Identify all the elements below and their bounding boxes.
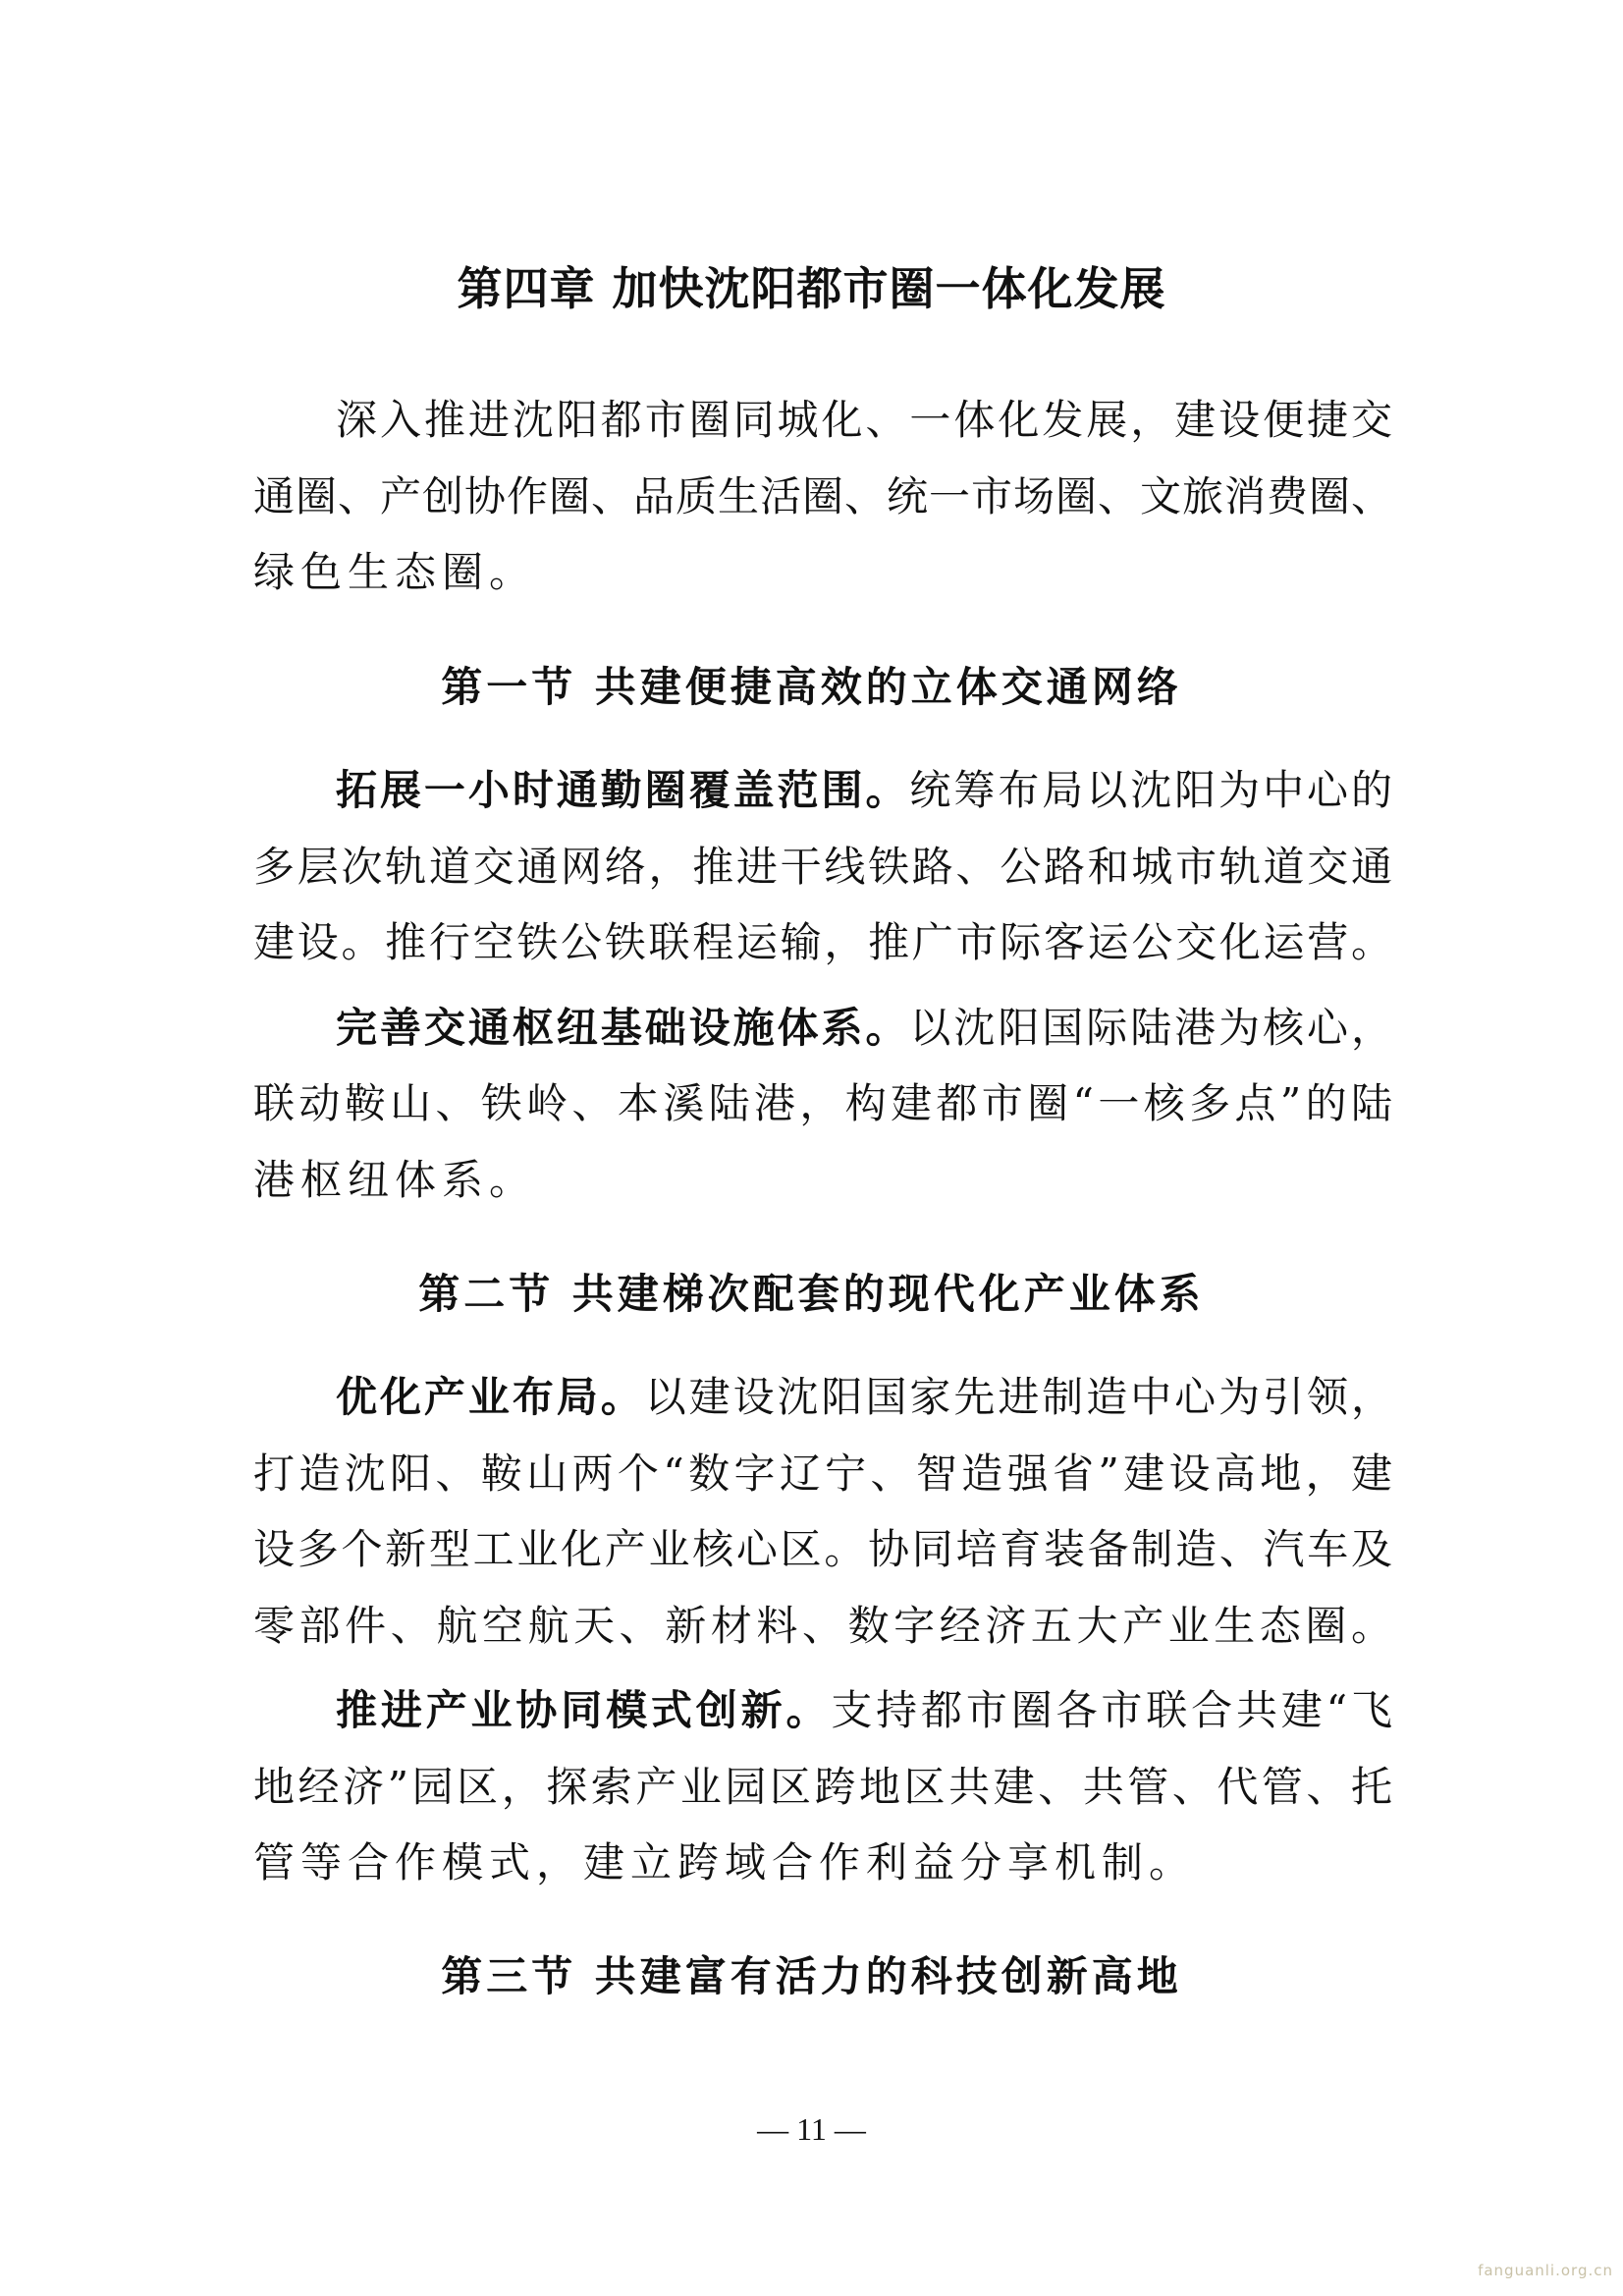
section-3-title: 第三节 共建富有活力的科技创新高地 xyxy=(441,1952,1182,2000)
watermark: fanguanli.org.cn xyxy=(1478,2262,1613,2279)
s2-p1-line-1-text: 以建设沈阳国家先进制造中心为引领， xyxy=(644,1373,1392,1421)
s2-p2-lead: 推进产业协同模式创新。 xyxy=(336,1686,832,1734)
s2-p2-line-2: 地经济”园区，探索产业园区跨地区共建、共管、代管、托 xyxy=(253,1763,1392,1811)
s2-p1-line-3: 设多个新型工业化产业核心区。协同培育装备制造、汽车及 xyxy=(253,1525,1392,1573)
s2-p1-lead: 优化产业布局。 xyxy=(336,1373,645,1421)
s1-p2-line-3: 港枢纽体系。 xyxy=(253,1156,537,1204)
s1-p2-lead: 完善交通枢纽基础设施体系。 xyxy=(336,1004,910,1052)
intro-line-2: 通圈、产创协作圈、品质生活圈、统一市场圈、文旅消费圈、 xyxy=(253,472,1392,520)
s2-p1-line-2: 打造沈阳、鞍山两个“数字辽宁、智造强省”建设高地，建 xyxy=(253,1449,1392,1498)
chapter-title: 第四章 加快沈阳都市圈一体化发展 xyxy=(457,262,1166,315)
s1-p1-lead: 拓展一小时通勤圈覆盖范围。 xyxy=(336,766,910,814)
s2-p2-line-3: 管等合作模式，建立跨域合作利益分享机制。 xyxy=(253,1838,1197,1886)
s1-p2-line-1-text: 以沈阳国际陆港为核心， xyxy=(909,1004,1392,1052)
s2-p2-line-1-text: 支持都市圈各市联合共建“飞 xyxy=(831,1686,1392,1734)
s1-p1-line-1 xyxy=(336,761,1392,820)
s1-p1-line-3: 建设。推行空铁公铁联程运输，推广市际客运公交化运营。 xyxy=(253,918,1392,966)
section-1-title: 第一节 共建便捷高效的立体交通网络 xyxy=(441,663,1182,711)
s2-p1-line-4: 零部件、航空航天、新材料、数字经济五大产业生态圈。 xyxy=(253,1602,1392,1650)
s1-p2-line-1 xyxy=(336,999,1392,1058)
page-number: — 11 — xyxy=(757,2111,866,2147)
s1-p2-line-2: 联动鞍山、铁岭、本溪陆港，构建都市圈“一核多点”的陆 xyxy=(253,1079,1392,1127)
s2-p1-line-1 xyxy=(336,1368,1392,1427)
s1-p1-line-1-text: 统筹布局以沈阳为中心的 xyxy=(909,766,1392,814)
section-2-title: 第二节 共建梯次配套的现代化产业体系 xyxy=(418,1270,1205,1318)
intro-line-3: 绿色生态圈。 xyxy=(253,548,537,596)
s2-p2-line-1 xyxy=(336,1681,1392,1740)
intro-line-1: 深入推进沈阳都市圈同城化、一体化发展，建设便捷交 xyxy=(336,396,1392,444)
s1-p1-line-2: 多层次轨道交通网络，推进干线铁路、公路和城市轨道交通 xyxy=(253,843,1392,891)
